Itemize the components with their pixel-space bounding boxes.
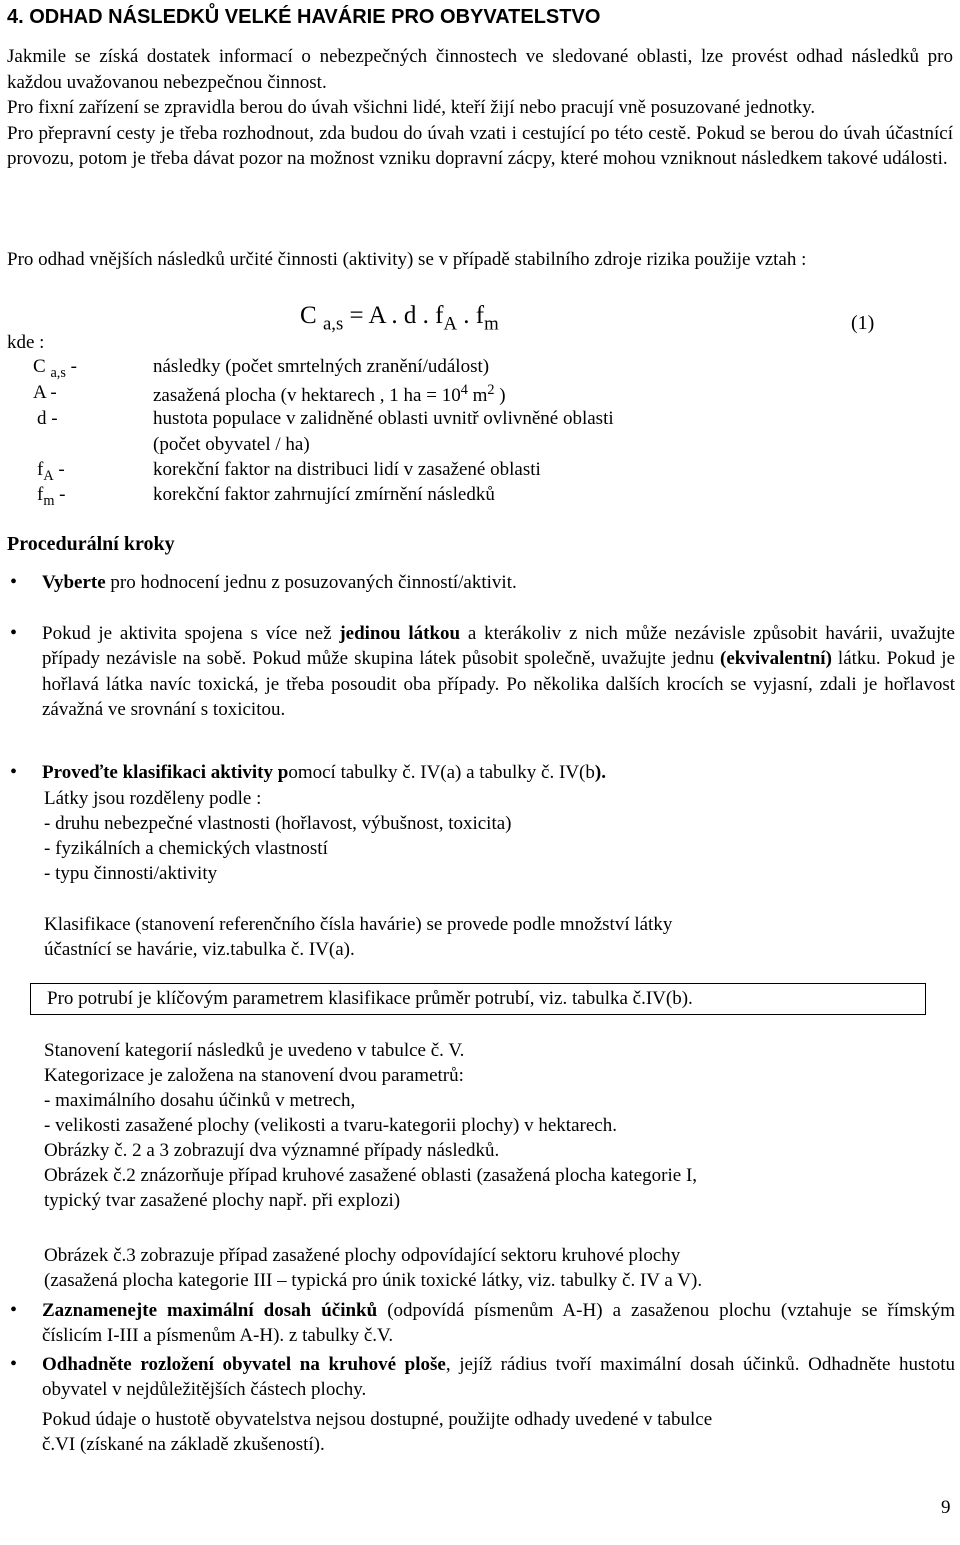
figure3-line: (zasažená plocha kategorie III – typická pro únik toxické látky, viz. tabulky č. IV a V). xyxy=(44,1270,703,1291)
section-heading: 4. ODHAD NÁSLEDKŮ VELKÉ HAVÁRIE PRO OBYVATELSTVO xyxy=(7,6,601,28)
bullet-marker: • xyxy=(10,1353,18,1375)
bullet-marker: • xyxy=(10,622,18,644)
bullet-marker: • xyxy=(10,571,18,593)
density-line: č.VI (získané na základě zkušeností). xyxy=(42,1434,325,1455)
step-select-activity: Vyberte pro hodnocení jednu z posuzovaných činností/aktivit. xyxy=(42,572,517,593)
equation-number: (1) xyxy=(851,312,875,334)
step-substances: Pokud je aktivita spojena s více než jedinou látkou a kterákoliv z nich může nezávisle způsobit havárii, uvažujte případy nezávisle na sobě. Pokud může skupina látek působit společně, uvažujte jednu (ekvivalentní) látku. Pokud je hořlavá látka navíc toxická, je třeba posoudit oba případy. Po několika dalších krocích se vyjasní, zdali je hořlavost závažná ve srovnání s toxicitou. xyxy=(42,623,955,721)
definition-text-d-continued: (počet obyvatel / ha) xyxy=(153,434,310,455)
substances-item: - druhu nebezpečné vlastnosti (hořlavost, výbušnost, toxicita) xyxy=(44,813,512,834)
definition-text-d: hustota populace v zalidněné oblasti uvnitř ovlivněné oblasti xyxy=(153,408,614,429)
definition-text-fa: korekční faktor na distribuci lidí v zasažené oblasti xyxy=(153,459,541,480)
classification-line: účastnící se havárie, viz.tabulka č. IV(a). xyxy=(44,939,355,960)
definition-text-cas: následky (počet smrtelných zranění/událost) xyxy=(153,356,490,377)
classification-line: Klasifikace (stanovení referenčního čísla havárie) se provede podle množství látky xyxy=(44,914,673,935)
step-record-range: Zaznamenejte maximální dosah účinků (odpovídá písmenům A-H) a zasaženou plochu (vztahuje se římským číslicím I-III a písmenům A-H). z tabulky č.V. xyxy=(42,1300,955,1347)
formula-dot: . f xyxy=(463,302,485,329)
page-number: 9 xyxy=(941,1497,951,1518)
intro-paragraph: Jakmile se získá dostatek informací o nebezpečných činnostech ve sledované oblasti, lze provést odhad následků pro každou uvažovanou nebezpečnou činnost. xyxy=(7,46,953,93)
figure3-line: Obrázek č.3 zobrazuje případ zasažené plochy odpovídající sektoru kruhové plochy xyxy=(44,1245,681,1266)
step-estimate-population: Odhadněte rozložení obyvatel na kruhové ploše, jejíž rádius tvoří maximální dosah účinků. Odhadněte hustotu obyvatel v nejdůležitějších částech plochy. xyxy=(42,1354,955,1401)
formula-middle: = A . d . f xyxy=(349,302,444,329)
pipeline-note-box: Pro potrubí je klíčovým parametrem klasifikace průměr potrubí, viz. tabulka č.IV(b). xyxy=(30,983,926,1015)
definition-symbol-cas: C $_{a,s}$ - xyxy=(33,356,77,381)
intro-text xyxy=(7,44,953,172)
definition-symbol-d: d - xyxy=(37,408,58,429)
categories-line: typický tvar zasažené plochy např. při explozi) xyxy=(44,1190,401,1211)
kde-label: kde : xyxy=(7,332,45,353)
definition-text-a: zasažená plocha (v hektarech , 1 ha = $10^4$ $m^2$ ) xyxy=(153,382,506,407)
categories-line: Stanovení kategorií následků je uvedeno v tabulce č. V. xyxy=(44,1040,465,1061)
formula-fm-subscript: m xyxy=(484,313,499,335)
bullet-marker: • xyxy=(10,1299,18,1321)
intro-paragraph: Pro fixní zařízení se zpravidla berou do úvah všichni lidé, kteří žijí nebo pracují vně posuzované jednotky. xyxy=(7,97,816,119)
substances-intro: Látky jsou rozděleny podle : xyxy=(44,788,262,809)
step-classification: Proveďte klasifikaci aktivity pomocí tabulky č. IV(a) a tabulky č. IV(b). xyxy=(42,762,606,783)
bullet-marker: • xyxy=(10,761,18,783)
definition-symbol-fm: $f_m$ - xyxy=(37,484,66,509)
procedure-title: Procedurální kroky xyxy=(7,533,175,555)
formula-c: C xyxy=(300,302,317,329)
formula xyxy=(300,302,499,336)
definition-text-fm: korekční faktor zahrnující zmírnění následků xyxy=(153,484,495,505)
relation-text: Pro odhad vnějších následků určité činnosti (aktivity) se v případě stabilního zdroje rizika použije vztah : xyxy=(7,249,807,270)
categories-line: Kategorizace je založena na stanovení dvou parametrů: xyxy=(44,1065,464,1086)
density-line: Pokud údaje o hustotě obyvatelstva nejsou dostupné, použijte odhady uvedené v tabulce xyxy=(42,1409,713,1430)
categories-line: Obrázky č. 2 a 3 zobrazují dva významné případy následků. xyxy=(44,1140,500,1161)
categories-line: - maximálního dosahu účinků v metrech, xyxy=(44,1090,356,1111)
definition-symbol-a: A - xyxy=(33,382,57,403)
categories-line: - velikosti zasažené plochy (velikosti a tvaru-kategorii plochy) v hektarech. xyxy=(44,1115,617,1136)
categories-line: Obrázek č.2 znázorňuje případ kruhové zasažené oblasti (zasažená plocha kategorie I, xyxy=(44,1165,698,1186)
substances-item: - typu činnosti/aktivity xyxy=(44,863,218,884)
definition-symbol-fa: $f_A$ - xyxy=(37,459,65,484)
formula-fa-subscript: A xyxy=(443,313,458,335)
formula-c-subscript: a,s xyxy=(322,313,344,335)
substances-item: - fyzikálních a chemických vlastností xyxy=(44,838,328,859)
intro-paragraph: Pro přepravní cesty je třeba rozhodnout, zda budou do úvah vzati i cestující po této cestě. Pokud se berou do úvah účastnící provozu, potom je třeba dávat pozor na možnost vzniku dopravní zácpy, které mohou vzniknout následkem takové události. xyxy=(7,122,953,170)
